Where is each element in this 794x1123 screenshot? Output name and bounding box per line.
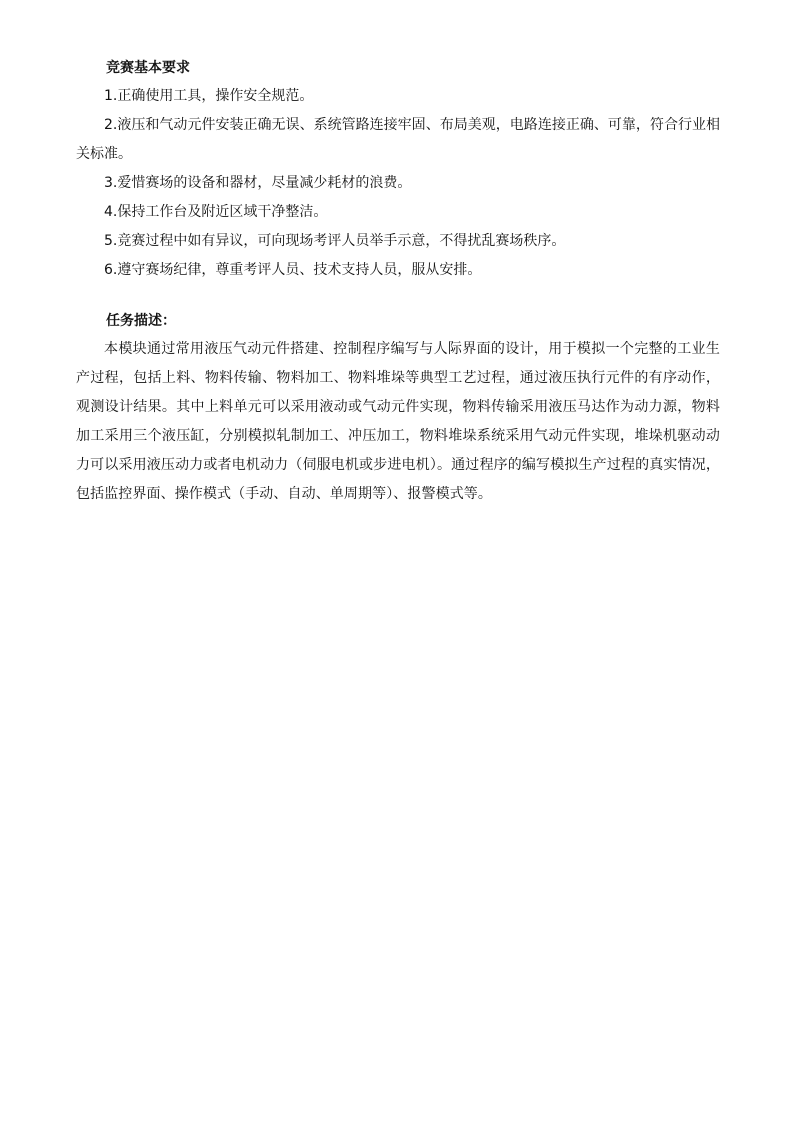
section-heading-requirements: 竞赛基本要求 — [106, 60, 190, 76]
requirement-item-3: 3.爱惜赛场的设备和器材，尽量减少耗材的浪费。 — [104, 175, 412, 191]
requirement-item-6: 6.遵守赛场纪律，尊重考评人员、技术支持人员，服从安排。 — [104, 262, 482, 278]
requirement-item-4: 4.保持工作台及附近区域干净整洁。 — [104, 204, 328, 220]
task-description-paragraph: 本模块通过常用液压气动元件搭建、控制程序编写与人际界面的设计，用于模拟一个完整的工业生产过程，包括上料、物料传输、物料加工、物料堆垛等典型工艺过程，通过液压执行元件的有序动作，观测设计结果。其中上料单元可以采用液动或气动元件实现，物料传输采用液压马达作为动力源，物料加工采用三个液压缸，分别模拟轧制加工、冲压加工，物料堆垛系统采用气动元件实现，堆垛机驱动动力可以采用液压动力或者电机动力（伺服电机或步进电机）。通过程序的编写模拟生产过程的真实情况，包括监控界面、操作模式（手动、自动、单周期等）、报警模式等。 — [76, 341, 720, 502]
requirement-item-1: 1.正确使用工具，操作安全规范。 — [104, 88, 314, 104]
section-heading-task-description: 任务描述： — [106, 313, 176, 329]
requirement-item-2: 2.液压和气动元件安装正确无误、系统管路连接牢固、布局美观，电路连接正确、可靠，符合行业相关标准。 — [76, 117, 720, 162]
document-content — [76, 54, 720, 509]
section-spacer — [76, 285, 720, 307]
requirement-item-5: 5.竞赛过程中如有异议，可向现场考评人员举手示意，不得扰乱赛场秩序。 — [104, 233, 566, 249]
